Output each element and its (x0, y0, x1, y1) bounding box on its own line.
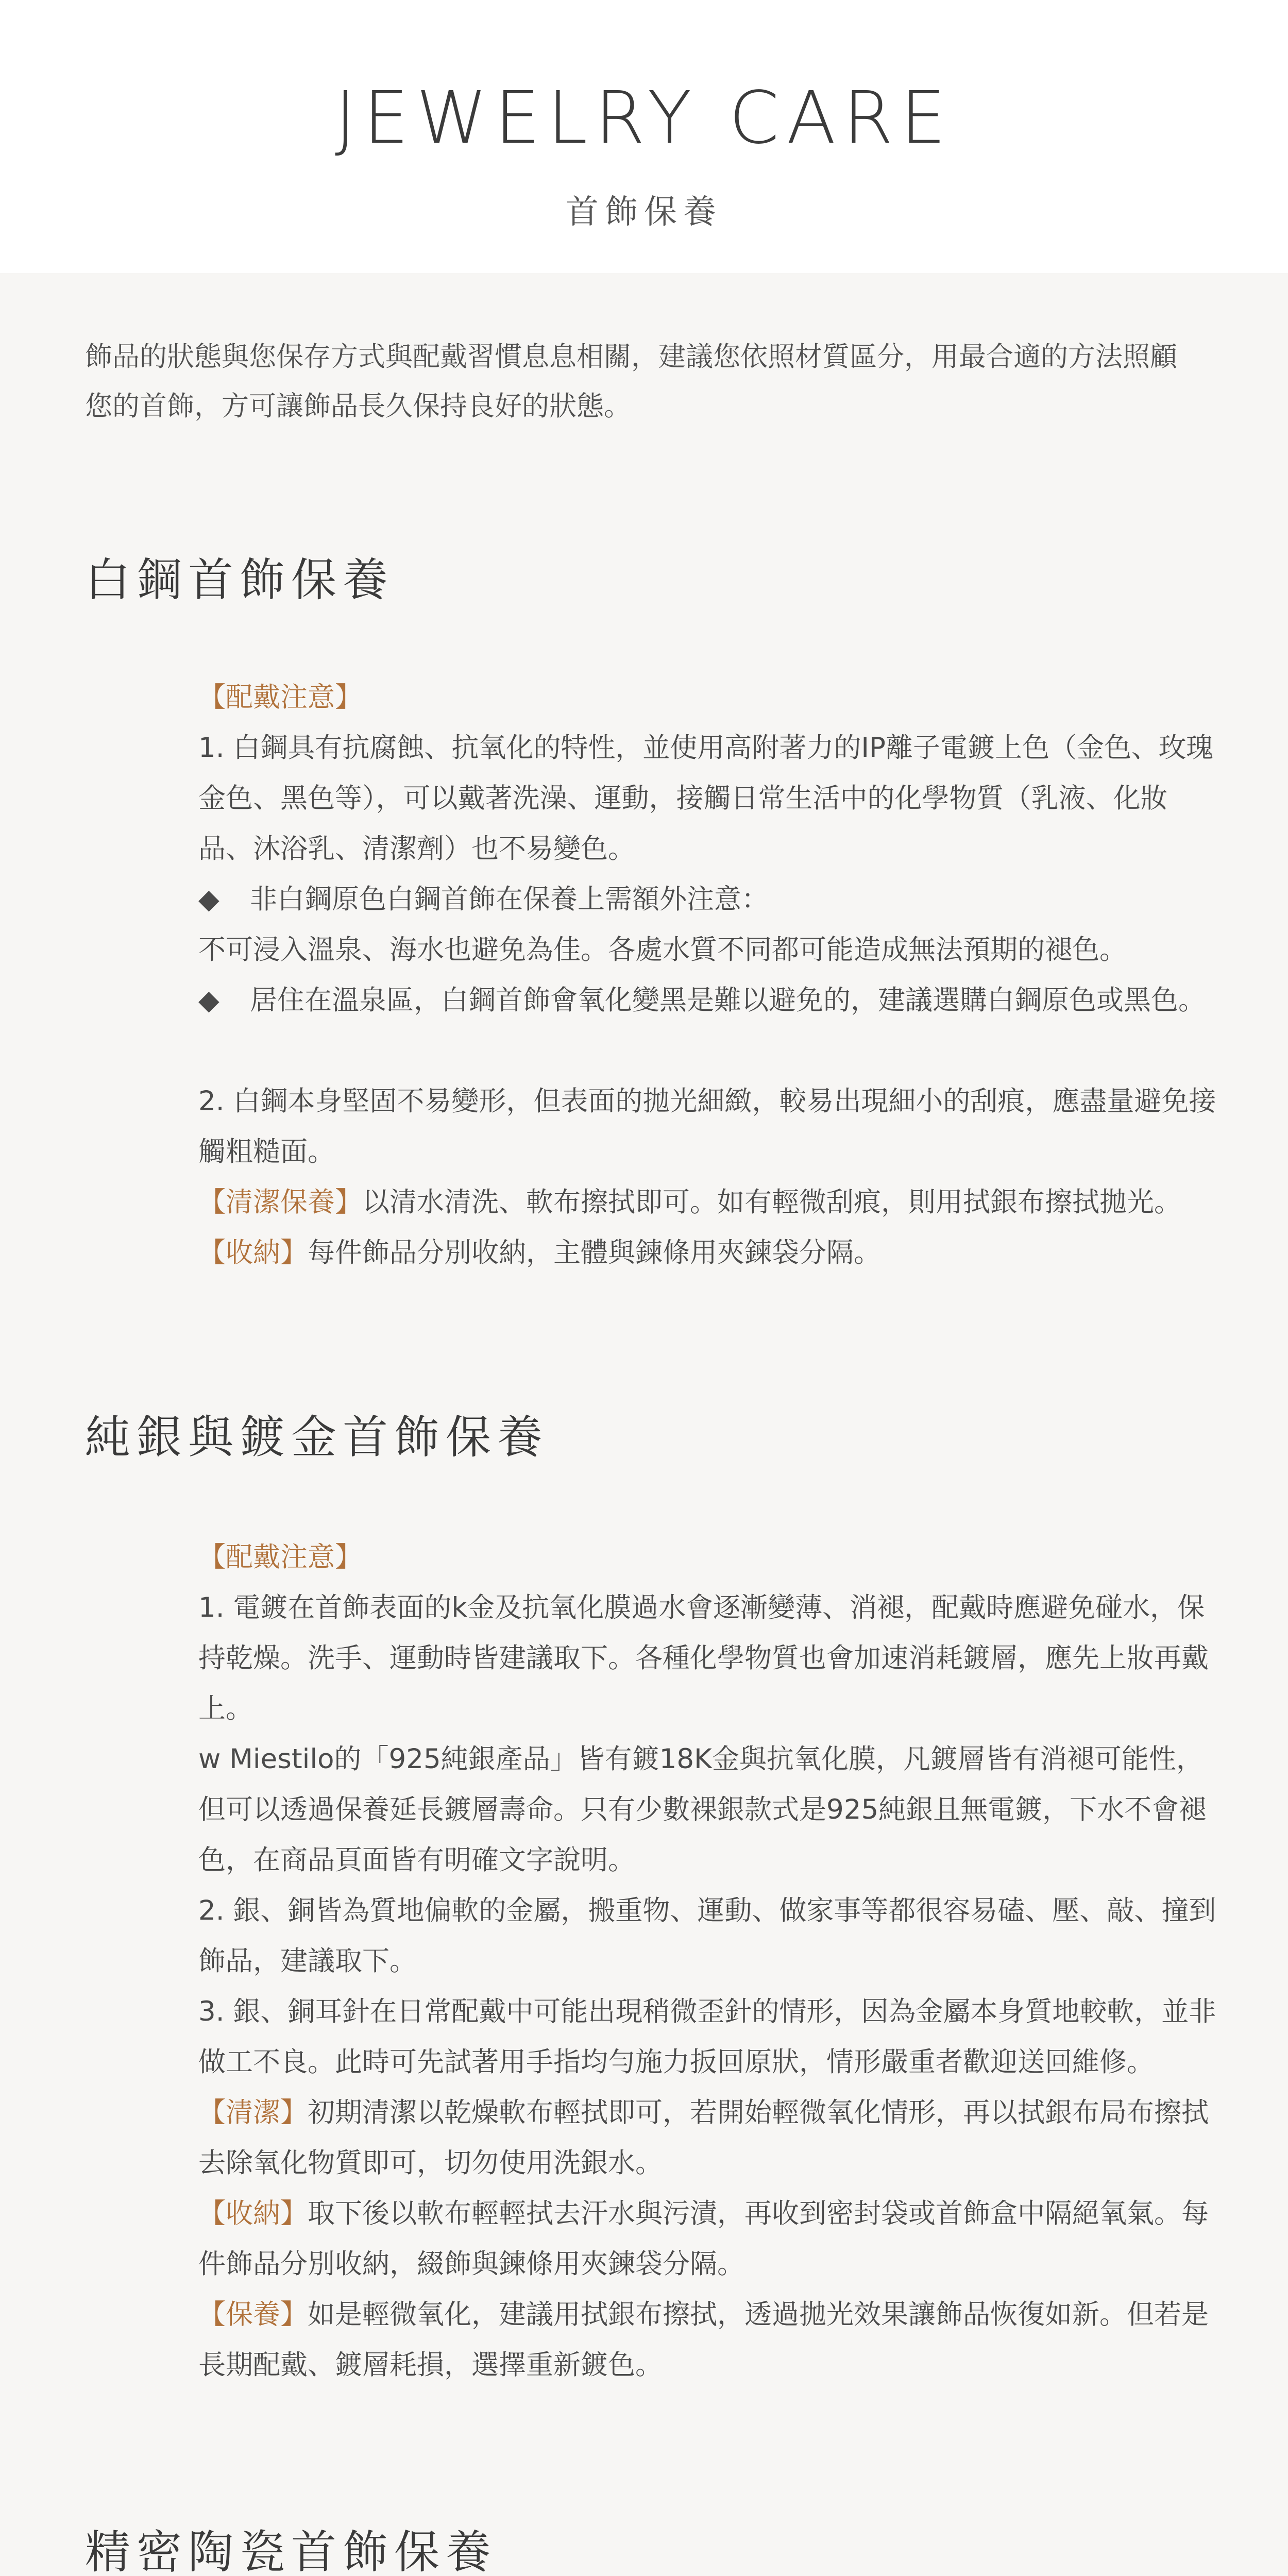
label-store: 【收納】 (198, 2198, 308, 2229)
page-header (0, 0, 1288, 273)
label-care: 【保養】 (198, 2299, 308, 2330)
label-wear-notice: 【配戴注意】 (198, 1541, 362, 1573)
intro-text: 飾品的狀態與您保存方式與配戴習慣息息相關，建議您依照材質區分，用最合適的方法照顧您的首飾，方可讓飾品長久保持良好的狀態。 (85, 341, 1177, 422)
clean-line: 【清潔】初期清潔以乾燥軟布輕拭即可，若開始輕微氧化情形，再以拭銀布局布擦拭去除氧化物質即可，切勿使用洗銀水。 (198, 2097, 1209, 2179)
page-subtitle: 首飾保養 (566, 193, 722, 231)
care-line: 【保養】如是輕微氧化，建議用拭銀布擦拭，透過拋光效果讓飾品恢復如新。但若是長期配戴、鍍層耗損，選擇重新鍍色。 (198, 2299, 1209, 2381)
page-title: JEWELRY CARE (334, 76, 954, 160)
bullet-item: ◆ 非白鋼原色白鋼首飾在保養上需額外注意： (198, 874, 1218, 925)
label-clean: 【清潔保養】 (198, 1187, 362, 1218)
section-title-ceramic: 精密陶瓷首飾保養 (85, 2526, 498, 2576)
section-body-silver (198, 1532, 1218, 2391)
section-title-silver: 純銀與鍍金首飾保養 (85, 1411, 549, 1464)
store-line: 【收納】每件飾品分別收納，主體與鍊條用夾鍊袋分隔。 (198, 1237, 881, 1268)
label-store: 【收納】 (198, 1237, 308, 1268)
label-wear-notice: 【配戴注意】 (198, 682, 362, 713)
label-clean: 【清潔】 (198, 2097, 308, 2128)
bullet-item: ◆ 居住在溫泉區，白鋼首飾會氧化變黑是難以避免的，建議選購白鋼原色或黑色。 (198, 975, 1218, 1026)
paragraph: 2. 白鋼本身堅固不易變形，但表面的拋光細緻，較易出現細小的刮痕，應盡量避免接觸粗糙面。 (198, 1086, 1216, 1167)
paragraph: 1. 白鋼具有抗腐蝕、抗氧化的特性，並使用高附著力的IP離子電鍍上色（金色、玫瑰金色、黑色等），可以戴著洗澡、運動，接觸日常生活中的化學物質（乳液、化妝品、沐浴乳、清潔劑）也不易變色。 (198, 732, 1214, 865)
section-body-steel (198, 672, 1218, 1278)
paragraph: 3. 銀、銅耳針在日常配戴中可能出現稍微歪針的情形，因為金屬本身質地較軟，並非做工不良。此時可先試著用手指均勻施力扳回原狀，情形嚴重者歡迎送回維修。 (198, 1996, 1216, 2078)
paragraph: 2. 銀、銅皆為質地偏軟的金屬，搬重物、運動、做家事等都很容易磕、壓、敲、撞到飾品，建議取下。 (198, 1895, 1216, 1977)
store-line: 【收納】取下後以軟布輕輕拭去汗水與污漬，再收到密封袋或首飾盒中隔絕氧氣。每件飾品分別收納，綴飾與鍊條用夾鍊袋分隔。 (198, 2198, 1209, 2280)
paragraph: 1. 電鍍在首飾表面的k金及抗氧化膜過水會逐漸變薄、消褪，配戴時應避免碰水，保持乾燥。洗手、運動時皆建議取下。各種化學物質也會加速消耗鍍層，應先上妝再戴上。 (198, 1592, 1209, 1724)
paragraph: w Miestilo的「925純銀產品」皆有鍍18K金與抗氧化膜，凡鍍層皆有消褪可能性，但可以透過保養延長鍍層壽命。只有少數裸銀款式是925純銀且無電鍍，下水不會褪色，在商品頁面皆有明確文字說明。 (198, 1743, 1207, 1876)
paragraph: 不可浸入溫泉、海水也避免為佳。各處水質不同都可能造成無法預期的褪色。 (198, 934, 1127, 965)
diamond-bullet-icon: ◆ (198, 884, 219, 915)
clean-line: 【清潔保養】以清水清洗、軟布擦拭即可。如有輕微刮痕，則用拭銀布擦拭拋光。 (198, 1187, 1181, 1218)
section-title-steel: 白鋼首飾保養 (85, 553, 395, 606)
diamond-bullet-icon: ◆ (198, 985, 219, 1016)
